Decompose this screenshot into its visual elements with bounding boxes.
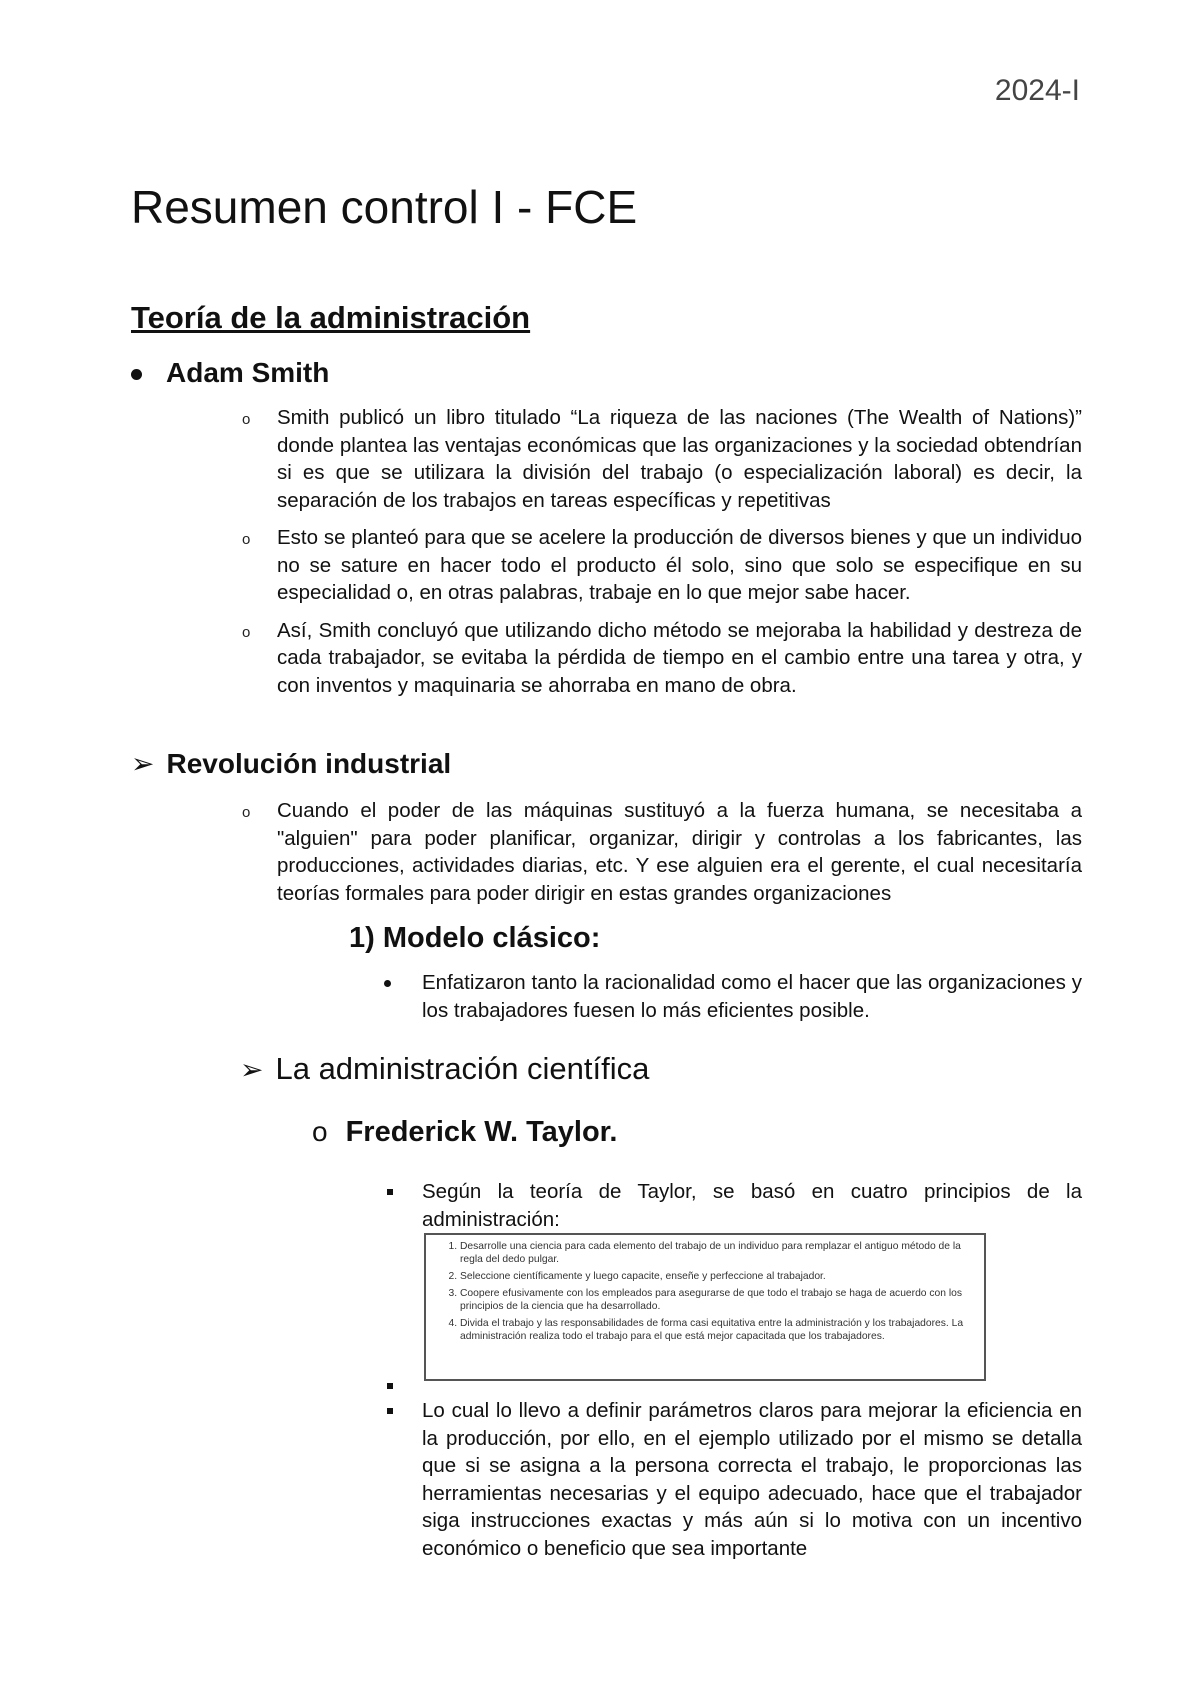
list-item: o Cuando el poder de las máquinas sustituyó a la fuerza humana, se necesitaba a "alguien" para poder planificar, organizar, dirigir y controlas a los fabricantes, las producciones, actividades diarias, etc. Y ese alguien era el gerente, el cual necesitaría teorías formales para poder dirigir en estas grandes organizaciones (242, 797, 1082, 907)
o-bullet-icon: o (312, 1116, 328, 1147)
modelo-points (384, 969, 1082, 1024)
principles-list (436, 1240, 974, 1343)
principle-item: 2. Seleccione científicamente y luego capacite, enseñe y perfeccione al trabajador. (460, 1270, 974, 1283)
adam-smith-heading (131, 357, 329, 389)
revolucion-points (242, 797, 1082, 917)
list-item: Enfatizaron tanto la racionalidad como el hacer que las organizaciones y los trabajadores fuesen lo más eficientes posible. (384, 969, 1082, 1024)
adam-smith-heading-text: Adam Smith (166, 357, 330, 388)
list-item: o Esto se planteó para que se acelere la producción de diversos bienes y que un individuo no se sature en hacer todo el producto él solo, sino que solo se especifique en su especialidad o, en otras palabras, trabaje en lo que mejor sabe hacer. (242, 524, 1082, 607)
document-title: Resumen control I - FCE (131, 181, 638, 233)
list-item: Según la teoría de Taylor, se basó en cuatro principios de la administración: (384, 1178, 1082, 1233)
taylor-conclusion-list (384, 1397, 1082, 1562)
arrow-bullet-icon: ➢ (240, 1054, 264, 1085)
bullet-dot-icon (131, 369, 142, 380)
cientifica-heading (240, 1051, 649, 1087)
adam-smith-points (242, 404, 1082, 709)
list-item: Lo cual lo llevo a definir parámetros claros para mejorar la eficiencia en la producción, por ello, en el ejemplo utilizado por el mismo se detalla que si se asigna a la persona correcta el trabajo, le proporcionas las herramientas necesarias y el equipo adecuado, hace que el trabajador siga instrucciones exactas y más aún si lo motiva con un incentivo económico o beneficio que sea importante (384, 1397, 1082, 1562)
revolucion-heading (131, 747, 451, 780)
principle-item: 3. Coopere efusivamente con los empleados para asegurarse de que todo el trabajo se haga de acuerdo con los principios de la ciencia que ha desarrollado. (460, 1287, 974, 1313)
list-item: o Smith publicó un libro titulado “La riqueza de las naciones (The Wealth of Nations)” donde plantea las ventajas económicas que las organizaciones y la sociedad obtendrían si es que se utilizara la división del trabajo (o especialización laboral) es decir, la separación de los trabajos en tareas específicas y repetitivas (242, 404, 1082, 514)
list-item (384, 1372, 1082, 1400)
taylor-heading-text: Frederick W. Taylor. (345, 1116, 618, 1148)
taylor-heading (312, 1116, 617, 1149)
revolucion-heading-text: Revolución industrial (166, 748, 452, 779)
taylor-empty-bullet (384, 1372, 1082, 1400)
list-item: o Así, Smith concluyó que utilizando dicho método se mejoraba la habilidad y destreza de cada trabajador, se evitaba la pérdida de tiempo en el cambio entre una tarea y otra, y con inventos y maquinaria se ahorraba en mano de obra. (242, 617, 1082, 700)
arrow-bullet-icon: ➢ (131, 748, 155, 779)
cientifica-heading-text: La administración científica (275, 1051, 650, 1086)
section-title: Teoría de la administración (131, 300, 531, 335)
principles-image (424, 1233, 986, 1381)
principle-item: 4. Divida el trabajo y las responsabilidades de forma casi equitativa entre la administración y los trabajadores. La administración realiza todo el trabajo para el que está mejor capacitada que los trabajadores. (460, 1317, 974, 1343)
principle-item: 1. Desarrolle una ciencia para cada elemento del trabajo de un individuo para remplazar el antiguo método de la regla del dedo pulgar. (460, 1240, 974, 1266)
taylor-intro-list (384, 1178, 1082, 1233)
semester-label: 2024-I (994, 74, 1080, 107)
modelo-heading: 1) Modelo clásico: (349, 922, 601, 954)
